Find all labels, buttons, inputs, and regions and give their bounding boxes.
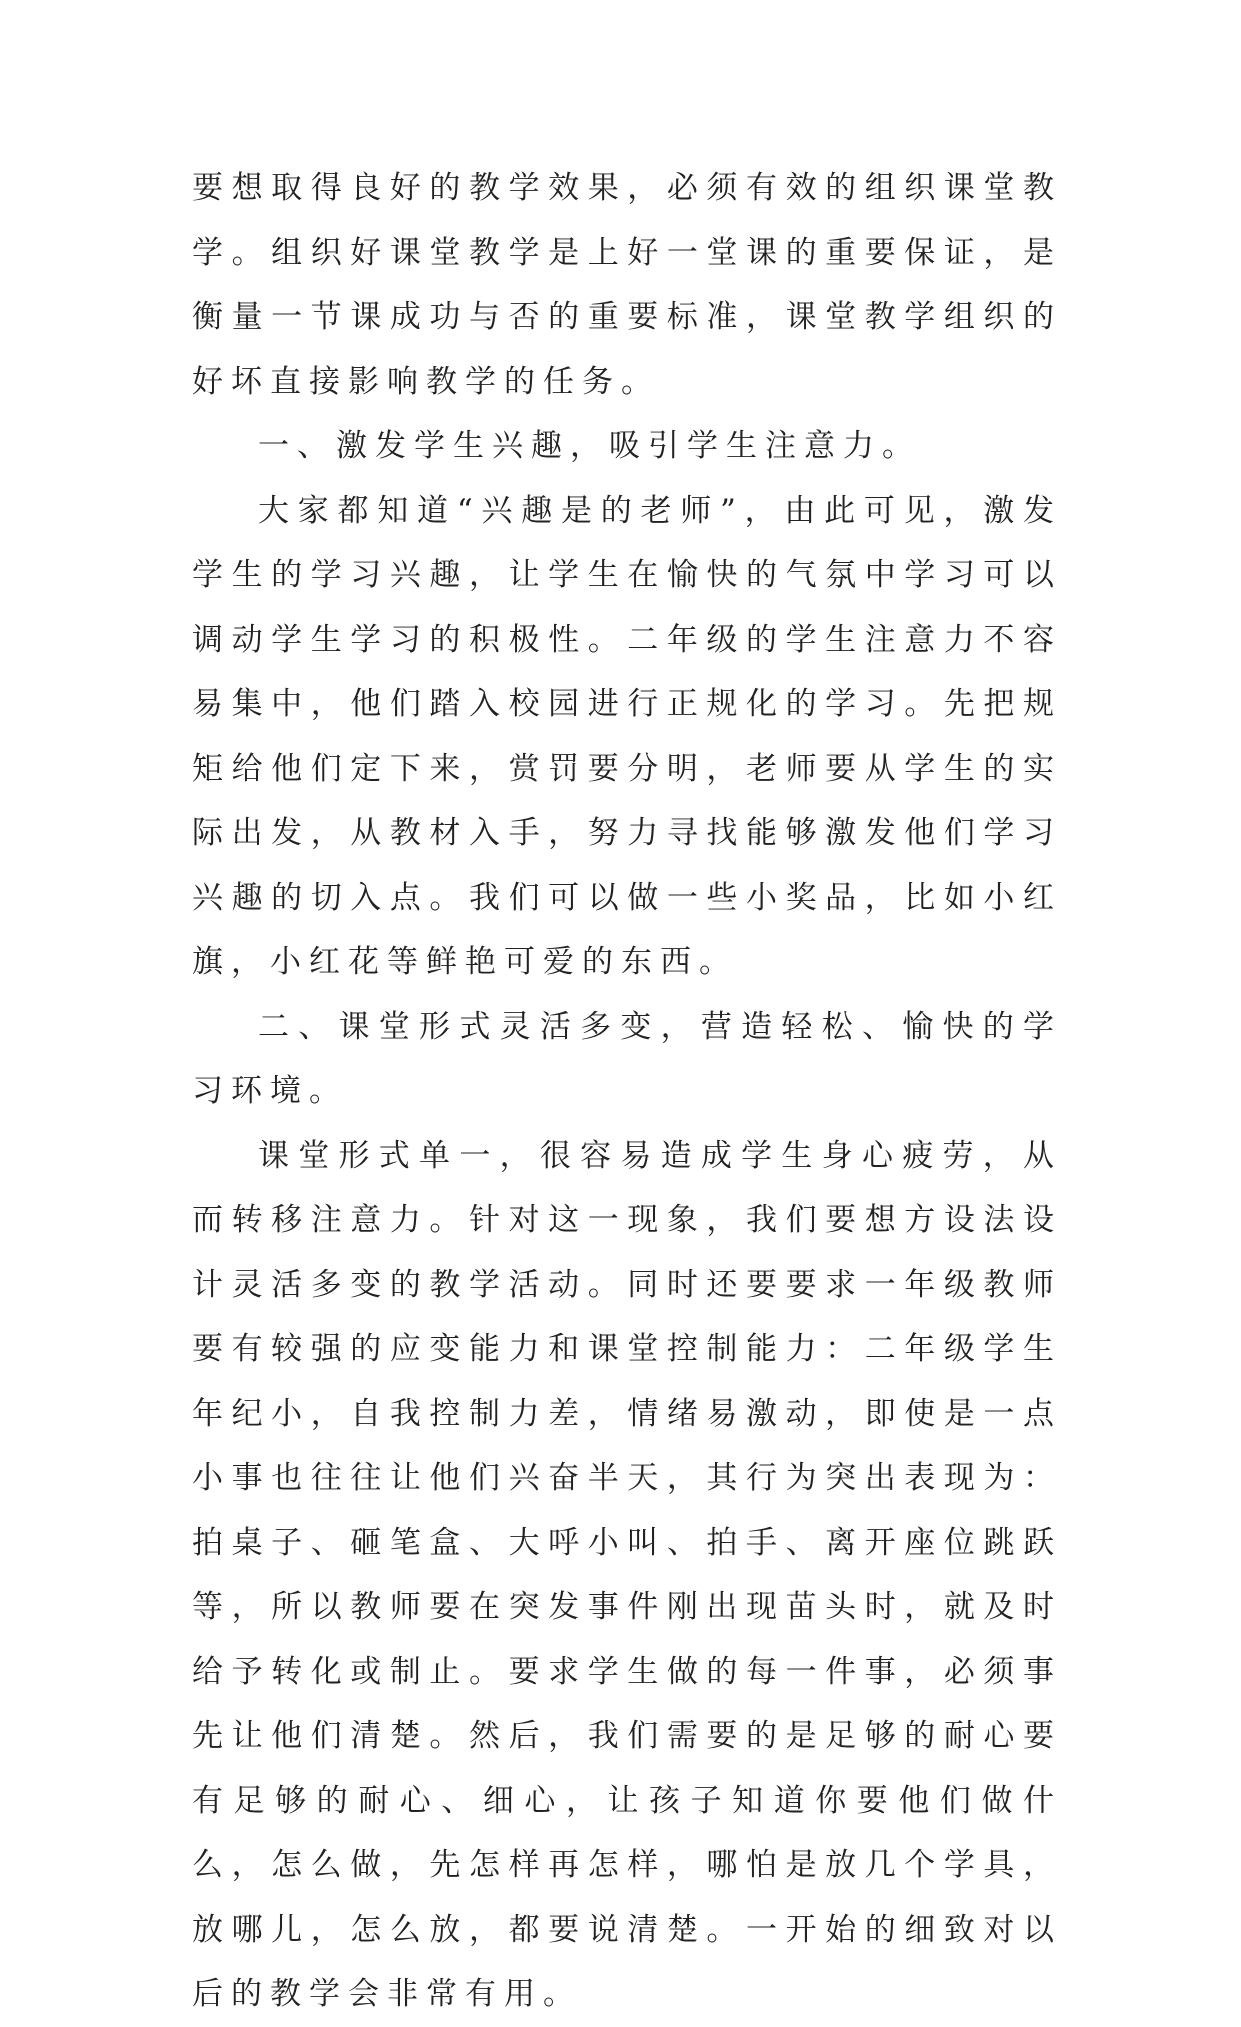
heading-section-1: 一、激发学生兴趣，吸引学生注意力。 <box>258 428 921 464</box>
paragraph-section-2: 课堂形式单一，很容易造成学生身心疲劳，从而转移注意力。针对这一现象，我们要想方设法设计灵活多变的教学活动。同时还要要求一年级教师要有较强的应变能力和课堂控制能力：二年级学生年纪小，自我控制力差，情绪易激动，即使是一点小事也往往让他们兴奋半天，其行为突出表现为：拍桌子、砸笔盒、大呼小叫、拍手、离开座位跳跃等，所以教师要在突发事件刚出现苗头时，就及时给予转化或制止。要求学生做的每一件事，必须事先让他们清楚。然后，我们需要的是足够的耐心要有足够的耐心、细心，让孩子知道你要他们做什么，怎么做，先怎样再怎样，哪怕是放几个学具，放哪儿，怎么放，都要说清楚。一开始的细致对以后的教学会非常有用。 <box>192 1137 1062 2012</box>
heading-section-2: 二、课堂形式灵活多变，营造轻松、愉快的学习环境。 <box>192 1008 1062 1109</box>
paragraph-section-1: 大家都知道“兴趣是的老师”，由此可见，激发学生的学习兴趣，让学生在愉快的气氛中学习可以调动学生学习的积极性。二年级的学生注意力不容易集中，他们踏入校园进行正规化的学习。先把规矩给他们定下来，赏罚要分明，老师要从学生的实际出发，从教材入手，努力寻找能够激发他们学习兴趣的切入点。我们可以做一些小奖品，比如小红旗，小红花等鲜艳可爱的东西。 <box>192 492 1062 980</box>
paragraph-intro: 要想取得良好的教学效果，必须有效的组织课堂教学。组织好课堂教学是上好一堂课的重要保证，是衡量一节课成功与否的重要标准，课堂教学组织的好坏直接影响教学的任务。 <box>192 170 1062 400</box>
document-page <box>192 156 1062 2027</box>
